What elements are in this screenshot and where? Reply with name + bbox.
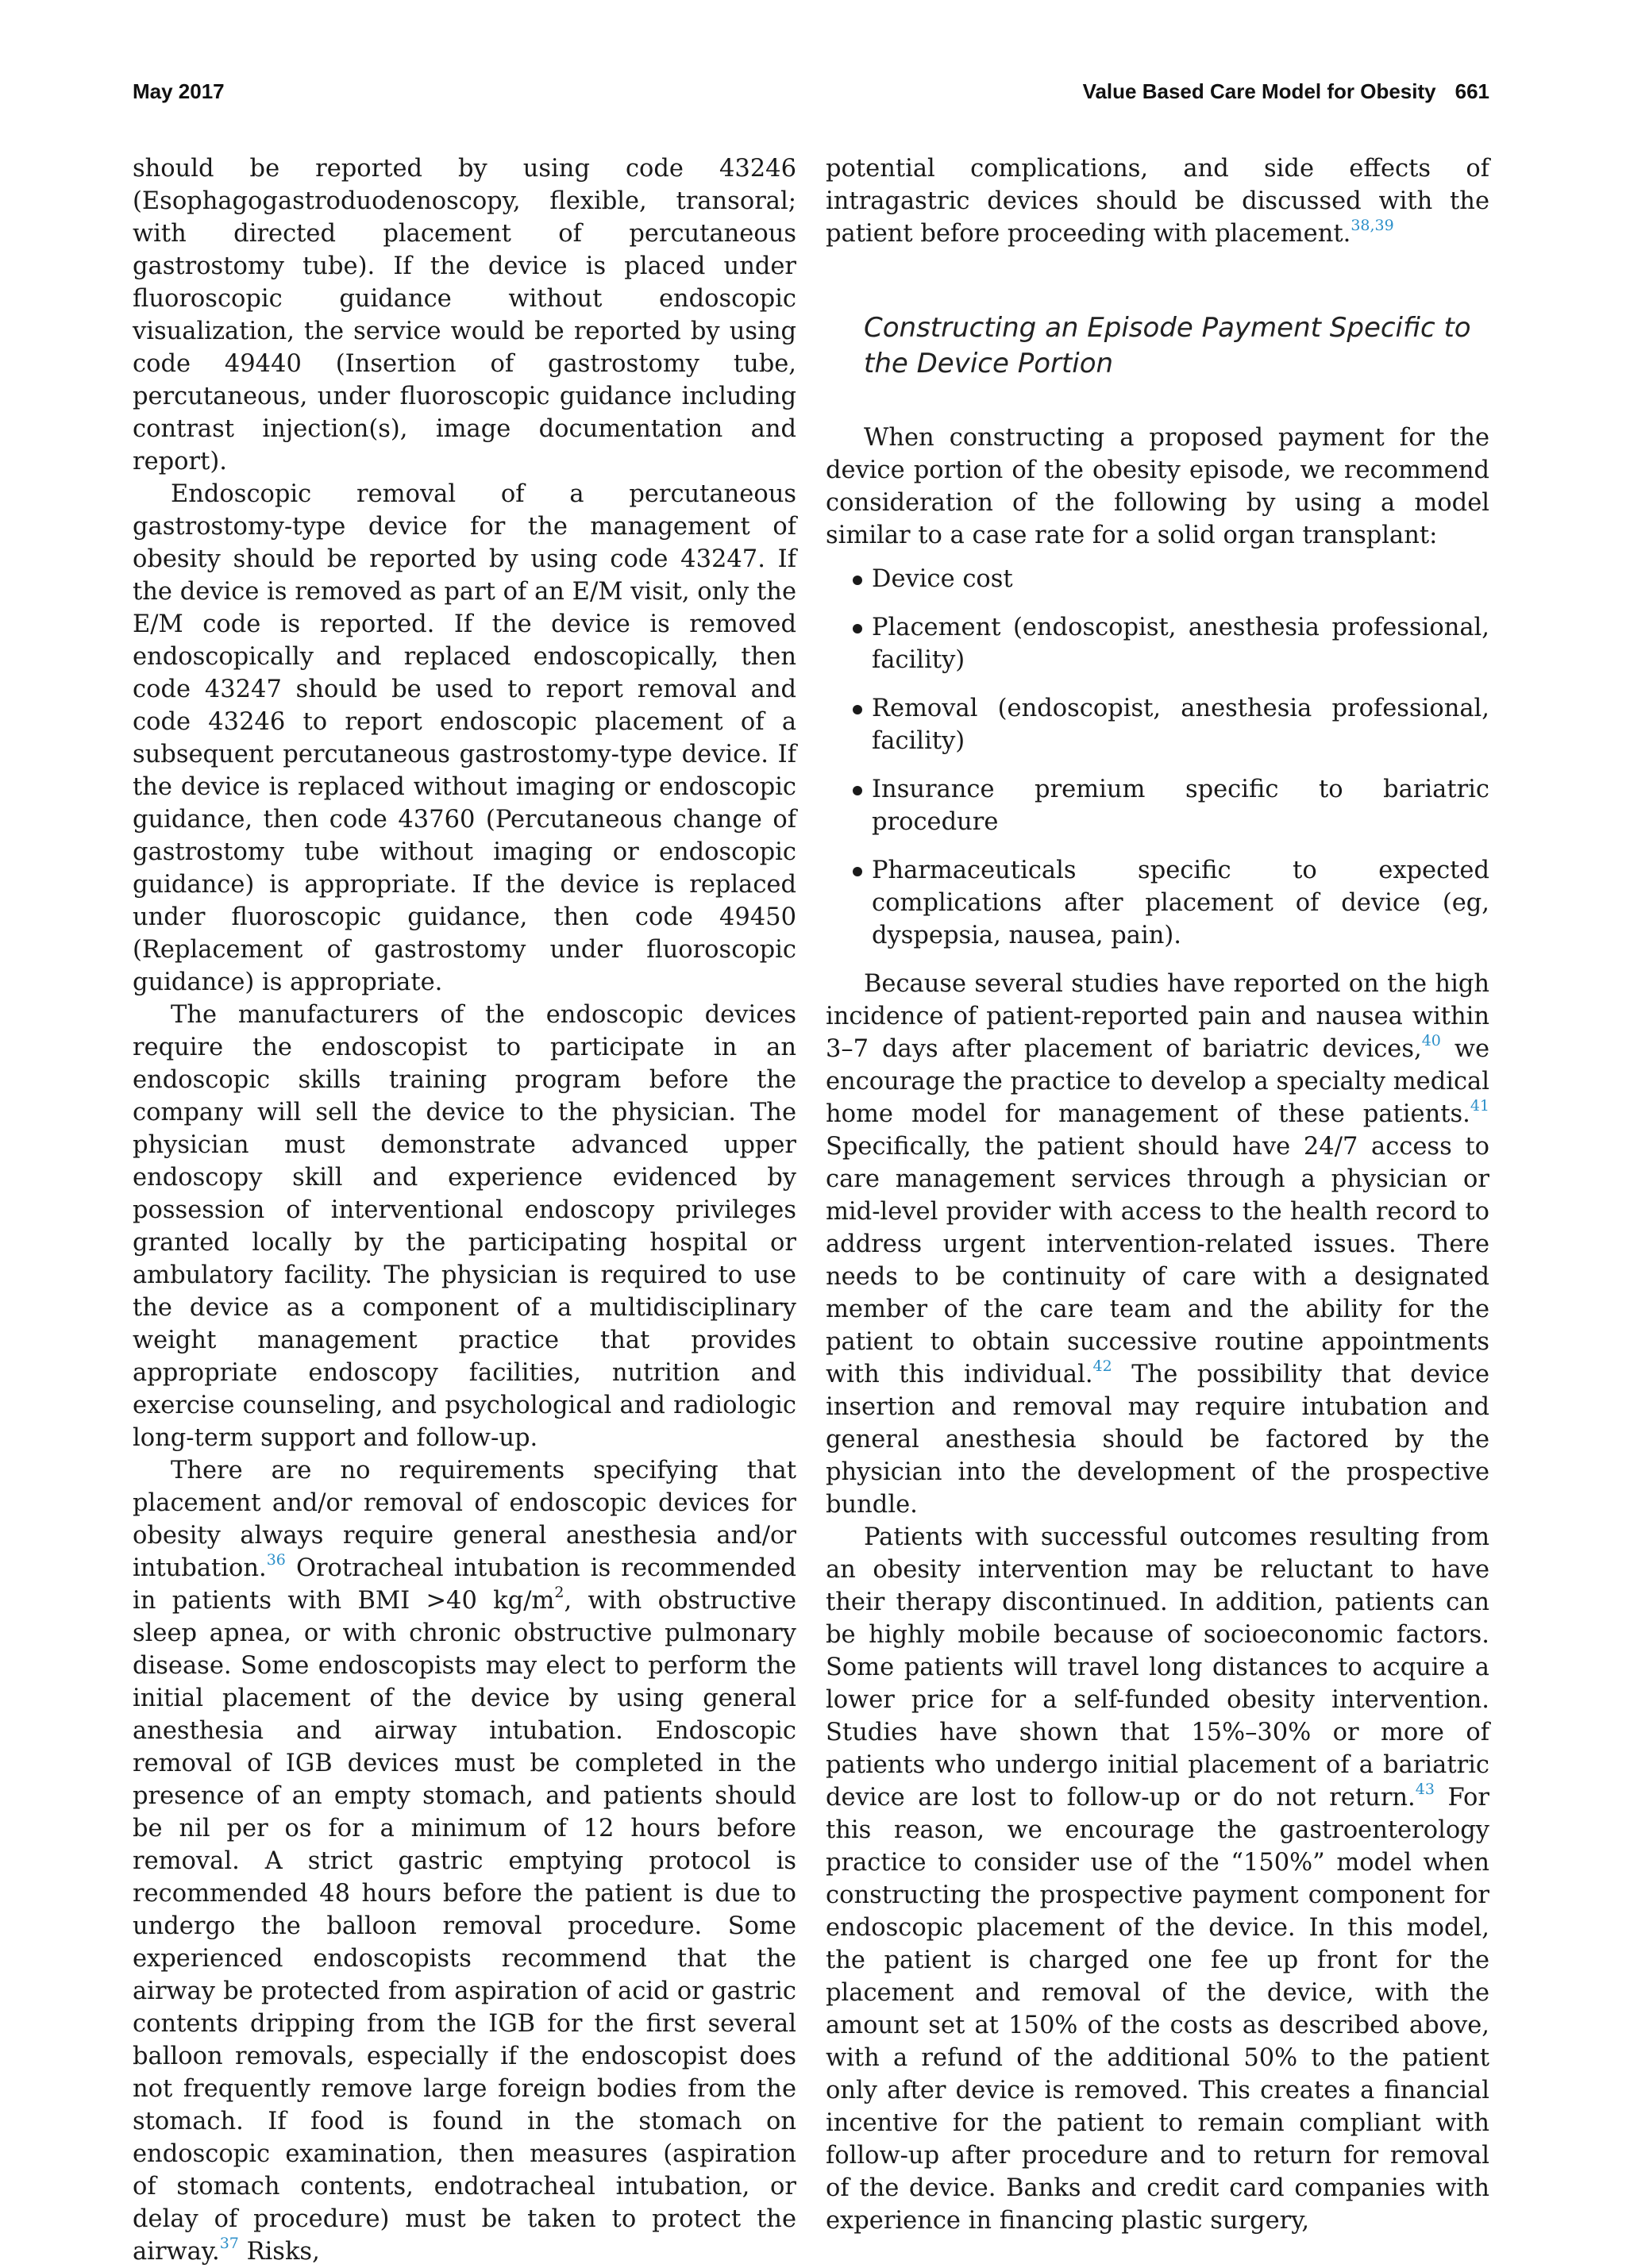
citation-link[interactable]: 42 — [1092, 1357, 1112, 1375]
citation-link[interactable]: 38,39 — [1351, 216, 1394, 234]
citation-link[interactable]: 37 — [219, 2234, 239, 2252]
text-run: Risks, — [238, 2238, 320, 2266]
issue-date: May 2017 — [133, 79, 225, 103]
list-item — [826, 773, 1489, 838]
running-head — [133, 79, 1489, 111]
list-item-text: Insurance premium specific to bariatric procedure — [872, 776, 1489, 836]
paragraph — [826, 152, 1489, 250]
paragraph: Endoscopic removal of a percutaneous gastrostomy-type device for the management of obesity should be reported by using code 43247. If the device is removed as part of an E/M visit, only the E/M code is reported. If the device is removed endoscopically and replaced endoscopically, then code 43247 should be used to report removal and code 43246 to report endoscopic placement of a subsequent percutaneous gastrostomy-type device. If the device is replaced without imaging or endoscopic guidance, then code 43760 (Percutaneous change of gastrostomy tube without imaging or endoscopic guidance) is appropriate. If the device is replaced under fluoroscopic guidance, then code 49450 (Replacement of gastrostomy under fluoroscopic guidance) is appropriate. — [133, 480, 796, 996]
text-run: Orotracheal intubation is recommended in patients with BMI >40 kg/m — [133, 1554, 796, 1615]
text-run: Because several studies have reported on the high incidence of patient-reported pain and nausea within 3–7 days after placement of bariatric devices, — [826, 970, 1489, 1063]
citation-link[interactable]: 43 — [1415, 1780, 1435, 1798]
left-column — [133, 152, 796, 2268]
list-item — [826, 611, 1489, 676]
page-number: 661 — [1455, 79, 1489, 103]
text-run: Specifically, the patient should have 24/7 access to care management services through a physician or mid-level provider with access to the health record to address urgent intervention-related issues. There needs to be continuity of care with a designated member of the care team and the ability for the patient to obtain successive routine appointments with this individual. — [826, 1133, 1489, 1388]
list-item-text: Device cost — [872, 565, 1013, 593]
list-item — [826, 854, 1489, 952]
text-run: we encourage the practice to develop a specialty medical home model for management of these patients. — [826, 1035, 1490, 1128]
paragraph: When constructing a proposed payment for the device portion of the obesity episode, we recommend consideration of the following by using a model similar to a case rate for a solid organ transplant: — [826, 424, 1489, 549]
paragraph: The manufacturers of the endoscopic devices require the endoscopist to participate in an endoscopic skills training program before the company will sell the device to the physician. The physician must demonstrate advanced upper endoscopy skill and experience evidenced by possession of interventional endoscopy privileges granted locally by the participating hospital or ambulatory facility. The physician is required to use the device as a component of a multidisciplinary weight management practice that provides appropriate endoscopy facilities, nutrition and exercise counseling, and psychological and radiologic long-term support and follow-up. — [133, 1001, 796, 1452]
list-item-text: Pharmaceuticals specific to expected complications after placement of device (eg, dyspepsia, nausea, pain). — [872, 857, 1489, 949]
text-run: Patients with successful outcomes resulting from an obesity intervention may be reluctant to have their therapy discontinued. In addition, patients can be highly mobile because of socioeconomic factors. Some patients will travel long distances to acquire a lower price for a self-funded obesity intervention. Studies have shown that 15%–30% or more of patients who undergo initial placement of a bariatric device are lost to follow-up or do not return. — [826, 1523, 1489, 1812]
text-run: For this reason, we encourage the gastroenterology practice to consider use of the “150%” model when constructing the prospective payment component for endoscopic placement of the device. In this model, the patient is charged one fee up front for the placement and removal of the device, with the amount set at 150% of the costs as described above, with a refund of the additional 50% to the patient only after device is removed. This creates a financial incentive for the patient to remain compliant with follow-up after procedure and to return for removal of the device. Banks and credit card companies with experience in financing plastic surgery, — [826, 1784, 1489, 2235]
bullet-list — [826, 563, 1489, 952]
paragraph — [826, 968, 1489, 1521]
text-run: The possibility that device insertion and removal may require intubation and general anesthesia should be factored by the physician into the development of the prospective bundle. — [826, 1361, 1489, 1519]
list-item — [826, 692, 1489, 757]
citation-link[interactable]: 41 — [1470, 1096, 1489, 1115]
text-run: There are no requirements specifying that placement and/or removal of endoscopic devices for obesity always require general anesthesia and/or intubation. — [133, 1457, 796, 1582]
superscript: 2 — [554, 1583, 564, 1601]
paragraph: should be reported by using code 43246 (Esophagogastroduodenoscopy, flexible, transoral; with directed placement of percutaneous gastrostomy tube). If the device is placed under fluoroscopic guidance without endoscopic visualization, the service would be reported by using code 49440 (Insertion of gastrostomy tube, percutaneous, under fluoroscopic guidance including contrast injection(s), image documentation and report). — [133, 155, 796, 476]
section-heading: Constructing an Episode Payment Specific to the Device Portion — [864, 312, 1471, 379]
text-run: , with obstructive sleep apnea, or with chronic obstructive pulmonary disease. Some endoscopists may elect to perform the initial placement of the device by using general anesthesia and airway intubation. Endoscopic removal of IGB devices must be completed in the presence of an empty stomach, and patients should be nil per os for a minimum of 12 hours before removal. A strict gastric emptying protocol is recommended 48 hours before the patient is due to undergo the balloon removal procedure. Some experienced endoscopists recommend that the airway be protected from aspiration of acid or gastric contents dripping from the IGB for the first several balloon removals, especially if the endoscopist does not frequently remove large foreign bodies from the stomach. If food is found in the stomach on endoscopic examination, then measures (aspiration of stomach contents, endotracheal intubation, or delay of procedure) must be taken to protect the airway. — [133, 1587, 796, 2266]
list-item-text: Placement (endoscopist, anesthesia professional, facility) — [872, 614, 1489, 674]
text-run: potential complications, and side effects of intragastric devices should be discussed with the patient before proceeding with placement. — [826, 155, 1489, 248]
citation-link[interactable]: 36 — [266, 1550, 286, 1569]
paragraph — [826, 1521, 1489, 2237]
list-item — [826, 563, 1489, 595]
running-title-group — [1083, 79, 1489, 104]
citation-link[interactable]: 40 — [1421, 1031, 1441, 1049]
paragraph — [133, 1454, 796, 2268]
list-item-text: Removal (endoscopist, anesthesia professional, facility) — [872, 695, 1489, 755]
running-title: Value Based Care Model for Obesity — [1082, 79, 1436, 103]
right-column — [826, 152, 1489, 2237]
